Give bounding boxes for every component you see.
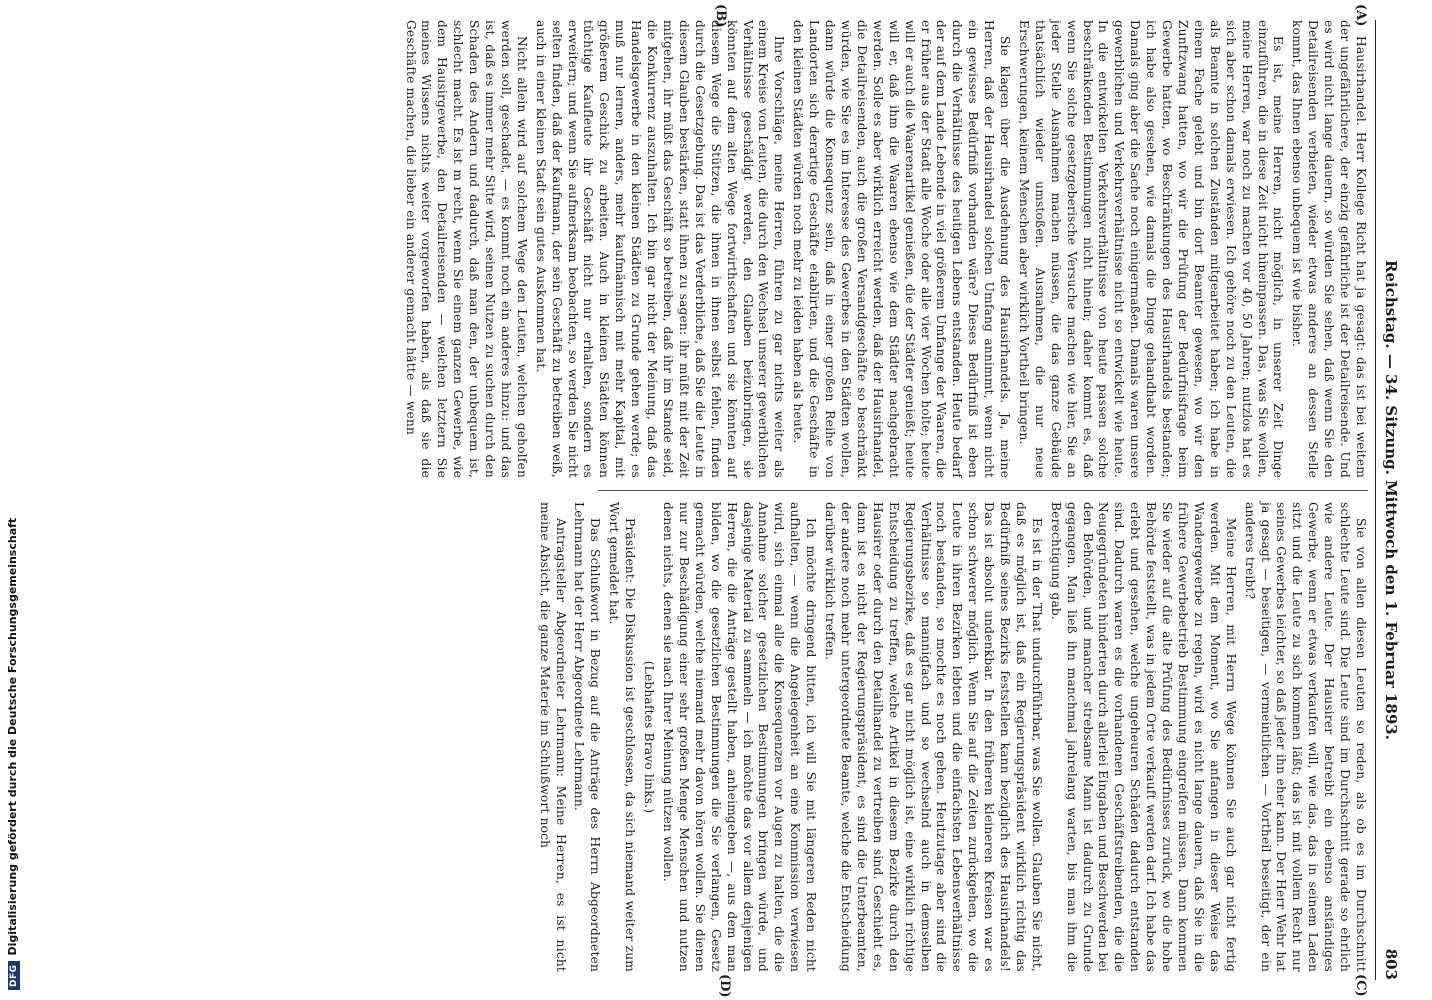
margin-marker-d: (D) xyxy=(717,974,732,998)
speaker-statement: Antragsteller Abgeordneter Lehrmann: Meine Herren, es ist nicht meine Absicht, die ganze Materie im Schlußwort noch xyxy=(537,502,568,972)
paragraph: Sie klagen über die Ausdehnung des Hausirhandels. Ja, meine Herren, daß der Hausirhandel solchen Umfang annimmt, wenn nicht ein gewisses Bedürfniß vorhanden wäre? Dieses Bedürfniß ist eben durch die Verhältnisse des heutigen Lebens entstanden. Heute bedarf der auf dem Lande Lebende in viel größerem Umfange der Waaren, die er früher aus der Stadt alle Woche oder alle vier Wochen holte; heute will er auch die Waarenartikel genießen, die der Städter genießt; heute will er, daß ihm die Waaren ebenso wie dem Städter nachgebracht werden. Solle es aber wirklich erreicht werden, daß der Hausirhandel, die Detailreisenden, auch die großen Versandgeschäfte so beschränkt würden, wie Sie es im Interesse des Gewerbes in den Städten wollen, dann würde die Konsequenz sein, daß in einer großen Reihe von Landorten sich derartige Geschäfte etablirten, und die Geschäfte in den kleinen Städten würden noch mehr zu leiden haben als heute. xyxy=(791,20,1013,478)
left-column xyxy=(403,20,1368,478)
paragraph: Hausirhandel. Herr Kollege Richt hat ja gesagt: das ist bei weitem der ungefährlichere, der einzig gefährliche ist der Detailreisende. Und es wird nicht lange dauern, so würden Sie sehen, daß wenn Sie den Detailreisenden verbieten, wieder etwas anderes an dessen Stelle kommt, das Ihnen ebenso unbequem ist wie bisher. xyxy=(1290,20,1368,478)
digitization-footer xyxy=(0,0,30,1000)
page-number: 803 xyxy=(1382,948,1400,980)
applause-note: (Lebhaftes Bravo links.) xyxy=(642,660,657,814)
running-title: Reichstag. — 34. Sitzung. Mittwoch den 1. Februar 1893. xyxy=(1382,260,1400,740)
paragraph: Es ist in der That undurchführbar, was Sie wollen. Glauben Sie nicht, daß es möglich ist, daß ein Regierungspräsident wirklich richtig das Bedürfniß seines Bezirks feststellen kann bezüglich des Hausirhandels! Das ist absolut undenkbar. In den früheren kleineren Kreisen war es schon schwerer möglich. Wenn Sie auf die Zeiten zurückgehen, wo die Leute in ihren Bezirken lebten und die einfachsten Lebensverhältnisse noch bestanden, so mochte es noch gehen. Heutzutage aber sind die Verhältnisse so mannigfach und so wechselnd auch in demselben Regierungsbezirke, daß es gar nicht möglich ist, eine wirklich richtige Entscheidung zu treffen, welche Artikel in diesem Bezirke durch den Hausirer oder durch den Detailhandel zu vertreiben sind. Geschieht es, dann ist es nicht der Regierungspräsident, es sind die Unterbeamten, der andere noch mehr untergeordnete Beamte, welche die Entscheidung darüber wirklich treffen. xyxy=(823,502,1044,972)
right-column xyxy=(528,502,1368,972)
margin-marker-c: (C) xyxy=(1353,974,1368,997)
paragraph: Meine Herren, mit Herrn Wege können Sie auch gar nicht fertig werden. Mit dem Moment, wo Sie anfangen in dieser Weise das Wandergewerbe zu regeln, wird es nicht lange dauern, daß Sie in die frühere Gewerbebetrieb Bestimmung eingreifen müssen. Dann kommen Sie wieder auf die alte Prüfung des Bedürfnisses zurück, wo die hohe Behörde feststellt, was in jedem Orte verkauft werden darf. Ich habe das erlebt und gesehen, welche ungeheuren Schäden dadurch entstanden sind. Dadurch waren es die vorhandenen Geschäftstreibenden, die die Neugegründeten hinderten durch allerlei Eingaben und Beschwerden bei den Behörden, und mancher strebsame Mann ist dadurch zu Grunde gegangen. Man ließ ihn manchmal jahrelang warten, bis man ihm die Berechtigung gab. xyxy=(1048,502,1238,972)
page-header xyxy=(1375,20,1402,980)
paragraph: Ihre Vorschläge, meine Herren, führen zu gar nichts weiter als einem Kreise von Leuten, die durch den Wechsel unserer gewerblichen Verhältnisse geschädigt werden, den Glauben beizubringen, sie könnten auf dem alten Wege fortwirthschaften und sie könnten auf diesem Wege die Stützen, die ihnen in ihnen selbst fehlen, finden durch die Gesetzgebung. Das ist das Verderbliche, daß Sie die Leute in diesem Glauben bestärken, statt ihnen zu sagen: ihr müßt mit der Zeit mitgehen, ihr müßt das Geschäft so betreiben, daß ihr im Stande seid, die Konkurrenz auszuhalten. Ich bin gar nicht der Meinung, daß das Handelsgewerbe in den kleinen Städten zu Grunde gehen werde; es muß nur lernen, anders, mehr kaufmännisch mit mehr Kapital, mit größerem Geschick zu arbeiten. Auch in kleinen Städten können tüchtige Kaufleute ihr Geschäft nicht nur erhalten, sondern es erweitern; und wenn Sie aufmerksam beobachten, so werden Sie nicht selten finden, daß der Kaufmann, der sein Geschäft zu betreiben weiß, auch in einer kleinen Stadt sein gutes Auskommen hat. xyxy=(533,20,787,478)
paragraph: Das Schlußwort in Bezug auf die Anträge des Herrn Abgeordneten Lehrmann hat der Herr Abgeordnete Lehrmann. xyxy=(572,502,603,972)
margin-marker-a: (A) xyxy=(1353,4,1368,27)
paragraph: Sie von allen diesen Leuten so reden, als ob es im Durchschnitt schlechte Leute sind. Die Leute sind im Durchschnitt gerade so ehrlich wie andere Leute. Der Hausirer betreibt ein ebenso anständiges Gewerbe, wenn er etwas verkaufen will, wie das, das in seinem Laden sitzt und die Leute zu sich kommen läßt; das ist mit vollem Recht nur seines Gewerbes leichter, so daß jeder ihn eher kann. Der Herr Wehr hat ja gesagt — beseitigen, — vermeintlichen — Vortheil beseitigt, der ein anderes treibt? xyxy=(1242,502,1368,972)
margin-marker-b: (B) xyxy=(713,4,728,28)
column-divider xyxy=(598,490,1368,491)
paragraph: Ich möchte dringend bitten, ich will Sie mit längeren Reden nicht aufhalten, — wenn die Angelegenheit an eine Kommission verwiesen wird, sich einmal alle die Konsequenzen vor Augen zu halten, die die Annahme solcher gesetzlichen Bestimmungen bringen würde, und dasjenige Material zu sammeln — ich möchte das vor allem denjenigen Herren, die die Anträge gestellt haben, anheimgeben —, aus dem man bilden, wo die gesetzlichen Bestimmungen die Sie verlangen, Gesetz gemacht würden, welche niemand mehr davon hören wollen. Sie dienen nur zur Beschädigung einer sehr großen Menge Menschen und nutzen denen nichts, denen sie nach Ihrer Meinung nützen wollen. xyxy=(661,502,819,972)
president-statement: Präsident: Die Diskussion ist geschlossen, da sich niemand weiter zum Wort gemeldet hat. xyxy=(607,502,638,972)
dfg-logo: DFG xyxy=(8,961,20,990)
paragraph: Nicht allein wird auf solchem Wege den Leuten, welchen geholfen werden soll, geschadet, — es kommt noch ein anderes hinzu: und das ist, daß es immer mehr Sitte wird, seinen Nutzen zu suchen durch den Schaden des Andern und dadurch, daß man den, der unbequem ist, schlecht macht. Es ist m recht, wenn Sie einem ganzen Gewerbe, wie dem Hausirgewerbe, den Detailreisenden — welchen letztern Sie meines Wissens nichts weiter vorgeworfen haben, als daß sie die Geschäfte machen, die lieber ein anderer gemacht hätte — wenn xyxy=(403,20,529,478)
paragraph: Es ist, meine Herren, nicht möglich, in unserer Zeit Dinge einzuführen, die in diese Zeit nicht hineinpassen. Das, was Sie wollen, meine Herren, war noch zu machen vor 40, 50 Jahren; nutzlos hat es sich aber schon damals erwiesen. Ich gehöre noch zu den Leuten, die als Beamte in solchen Zuständen mitgearbeitet haben; ich habe in einem Fache gelebt und bin dort Beamter gewesen, wo wir den Zunftzwang hatten, wo wir die Prüfung der Bedürfnisfrage beim Gewerbe hatten, wo Beschränkungen des Hausirhandels bestanden; ich habe also gesehen, wie damals die Dinge gehandhabt worden. Damals ging aber die Sache noch einigermaßen. Damals waren unsere gewerblichen und Verkehrsverhältnisse nicht so entwickelt wie heute. In die entwickelten Verkehrsverhältnisse von heute passen solche beschränkenden Bestimmungen nicht hinein; daher kommt es, daß wenn Sie solche gesetzgeberische Versuche machen wie hier, Sie an jeder Stelle Ausnahmen machen müssen, die das ganze Gebäude thatsächlich wieder umstoßen. Ausnahmen, die nur neue Erschwerungen, keinem Menschen aber wirklich Vortheil bringen. xyxy=(1016,20,1286,478)
footer-credit: Digitalisierung gefördert durch die Deutsche Forschungsgemeinschaft xyxy=(6,517,19,956)
